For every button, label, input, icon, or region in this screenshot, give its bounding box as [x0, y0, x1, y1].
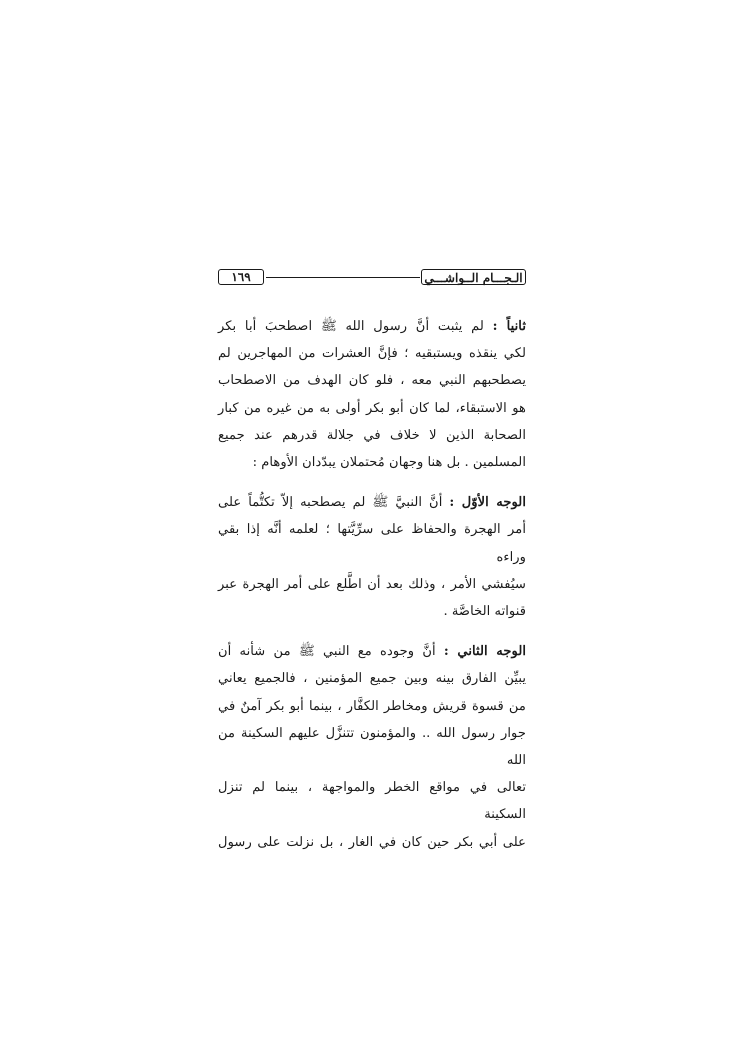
paragraph-line: على أبي بكر حين كان في الغار ، بل نزلت على رسول — [218, 834, 526, 850]
paragraph-line — [218, 313, 526, 340]
paragraph-line: تعالى في مواقع الخطر والمواجهة ، بينما لم تنزل السكينة — [218, 780, 526, 823]
line-text: أنَّ النبيَّ ﷺ لم يصطحبه إلاّ تكتُّماً على — [218, 495, 443, 511]
line-text: أنَّ وجوده مع النبي ﷺ من شأنه أن — [218, 644, 436, 660]
paragraph-lead: ثانياً : — [492, 319, 526, 334]
paragraph-line: سيُفشي الأمر ، وذلك بعد أن اطَّلع على أمر الهجرة عبر — [218, 576, 526, 592]
paragraph-line: يصطحبهم النبي معه ، فلو كان الهدف من الاصطحاب — [218, 373, 526, 389]
paragraph-thaniyan — [218, 313, 526, 476]
page-number-box: ١٦٩ — [218, 269, 264, 285]
book-page — [218, 268, 526, 856]
book-title-box: الـجـــام الــواشـــي — [421, 269, 526, 285]
paragraph-first-aspect — [218, 489, 526, 625]
paragraph-line: جوار رسول الله .. والمؤمنون تتنزَّل عليهم السكينة من الله — [218, 725, 526, 769]
paragraph-line: هو الاستبقاء، لما كان أبو بكر أولى به من غيره من كبار — [218, 400, 526, 416]
paragraph-line — [218, 489, 526, 516]
paragraph-lead: الوجه الأوّل : — [449, 495, 526, 511]
header-rule — [266, 277, 420, 278]
paragraph-line: المسلمين . بل هنا وجهان مُحتملان يبدّدان الأوهام : — [252, 455, 526, 471]
running-header — [218, 268, 526, 290]
body-text — [218, 313, 526, 856]
paragraph-lead: الوجه الثاني : — [443, 644, 527, 660]
paragraph-line: من قسوة قريش ومخاطر الكفَّار ، بينما أبو بكر آمنٌ في — [218, 698, 526, 714]
paragraph-line: يبيِّن الفارق بينه وبين جميع المؤمنين ، فالجميع يعاني — [218, 671, 526, 687]
paragraph-line: قنواته الخاصَّة . — [443, 604, 526, 620]
paragraph-line — [218, 638, 526, 665]
paragraph-line: لكي ينقذه ويستبقيه ؛ فإنَّ العشرات من المهاجرين لم — [218, 346, 526, 362]
paragraph-line: أمر الهجرة والحفاظ على سرِّيَّتها ؛ لعلمه أنَّه إذا بقي وراءه — [218, 522, 526, 565]
paragraph-second-aspect — [218, 638, 526, 856]
paragraph-line: الصحابة الذين لا خلاف في جلالة قدرهم عند جميع — [218, 427, 526, 443]
line-text: لم يثبت أنَّ رسول الله ﷺ اصطحبَ أبا بكر — [218, 319, 484, 334]
